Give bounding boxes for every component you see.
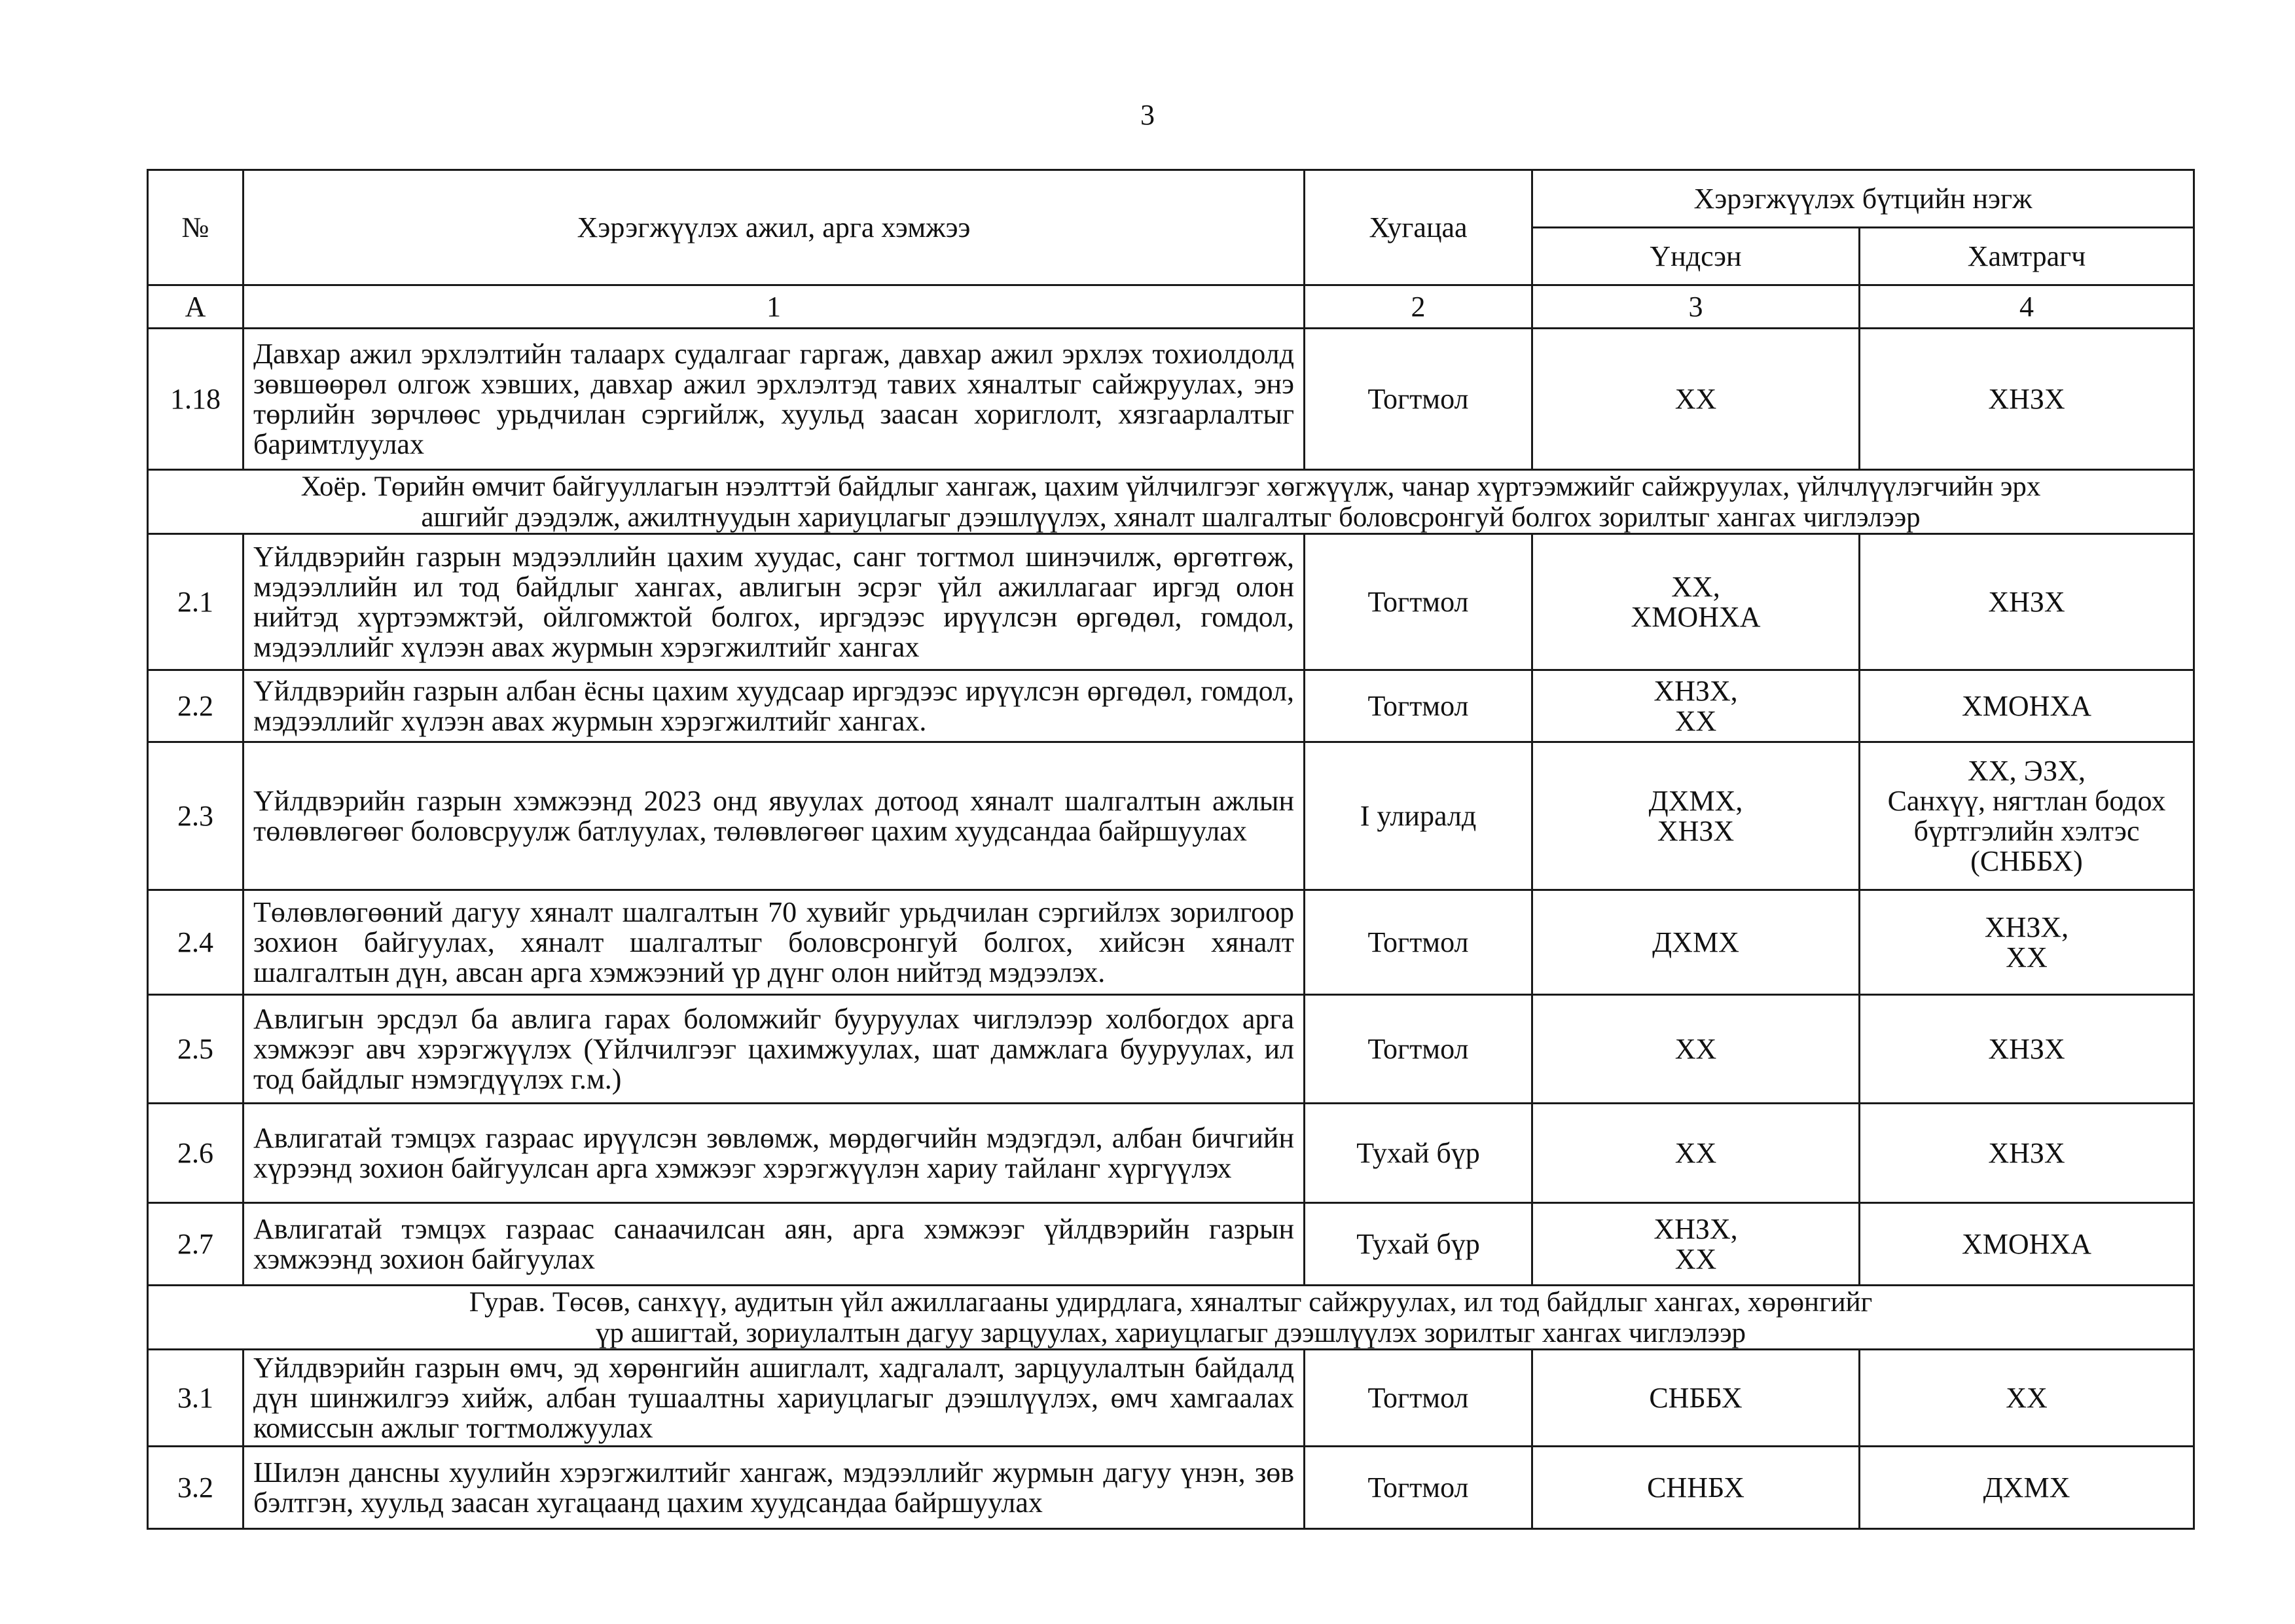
row-deadline: I улиралд [1305,742,1532,890]
row-deadline: Тогтмол [1305,1350,1532,1447]
table-header-row [148,170,2194,228]
row-deadline: Тогтмол [1305,1447,1532,1529]
row-number: 2.2 [148,670,244,742]
row-main-unit: ДХМХ, ХНЗХ [1532,742,1860,890]
section-two-rows [148,534,2194,1286]
row-partner-unit: ХХ [1860,1350,2194,1447]
row-action-text: Үйлдвэрийн газрын хэмжээнд 2023 онд явуулах дотоод хяналт шалгалтын ажлын төлөвлөгөөг боловсруулж батлуулах, төлөвлөгөөг цахим хуудсандаа байршуулах [244,742,1305,890]
table-row [148,1104,2194,1203]
row-action-text: Авлигатай тэмцэх газраас ирүүлсэн зөвлөмж, мөрдөгчийн мэдэгдэл, албан бичгийн хүрээнд зохион байгуулсан арга хэмжээг хэрэгжүүлэн хариу тайланг хүргүүлэх [244,1104,1305,1203]
row-deadline: Тогтмол [1305,890,1532,995]
table-row-1-18 [148,329,2194,470]
row-deadline: Тогтмол [1305,670,1532,742]
row-deadline: Тогтмол [1305,995,1532,1104]
table-row [148,1350,2194,1447]
page-number: 3 [1140,99,1155,131]
row-number: 2.1 [148,534,244,670]
row-partner-unit: ХНЗХ [1860,995,2194,1104]
index-cell: 1 [244,285,1305,329]
table-row [148,1203,2194,1286]
index-cell: 2 [1305,285,1532,329]
row-number: 2.7 [148,1203,244,1286]
row-main-unit: ХХ, ХМОНХА [1532,534,1860,670]
measures-table [147,169,2195,1530]
row-action-text: Үйлдвэрийн газрын албан ёсны цахим хуудсаар иргэдээс ирүүлсэн өргөдөл, гомдол, мэдээллийг хүлээн авах журмын хэрэгжилтийг хангах. [244,670,1305,742]
row-number: 3.2 [148,1447,244,1529]
header-main-unit: Үндсэн [1532,228,1860,285]
index-cell: 3 [1532,285,1860,329]
section-two-title: Хоёр. Төрийн өмчит байгууллагын нээлттэй байдлыг хангаж, цахим үйлчилгээг хөгжүүлж, чанар хүртээмжийг сайжруулах, үйлчлүүлэгчийн эрх ашгийг дээдэлж, ажилтнуудын хариуцлагыг дээшлүүлэх, хяналт шалгалтыг боловсронгуй болгох зорилтыг хангах чиглэлээр [148,470,2194,534]
row-partner-unit: ХНЗХ [1860,534,2194,670]
table-row [148,1447,2194,1529]
row-action-text: Үйлдвэрийн газрын мэдээллийн цахим хуудас, санг тогтмол шинэчилж, өргөтгөж, мэдээллийн ил тод байдлыг хангах, авлигын эсрэг үйл ажиллагааг иргэд олон нийтэд хүртээмжтэй, ойлгомжтой болгох, иргэдээс ирүүлсэн өргөдөл, гомдол, мэдээллийг хүлээн авах журмын хэрэгжилтийг хангах [244,534,1305,670]
section-two-heading [148,470,2194,534]
row-main-unit: ХНЗХ, ХХ [1532,1203,1860,1286]
column-index-row [148,285,2194,329]
index-cell: 4 [1860,285,2194,329]
header-partner-unit: Хамтрагч [1860,228,2194,285]
row-main-unit: ДХМХ [1532,890,1860,995]
table-row [148,742,2194,890]
row-deadline: Тогтмол [1305,534,1532,670]
row-partner-unit: ХНЗХ [1860,1104,2194,1203]
row-number: 2.3 [148,742,244,890]
row-action-text: Авлигын эрсдэл ба авлига гарах боломжийг бууруулах чиглэлээр холбогдох арга хэмжээг авч хэрэгжүүлэх (Үйлчилгээг цахимжуулах, шат дамжлага бууруулах, ил тод байдлыг нэмэгдүүлэх г.м.) [244,995,1305,1104]
row-number: 2.5 [148,995,244,1104]
table-row [148,890,2194,995]
row-number: 2.4 [148,890,244,995]
row-deadline: Тогтмол [1305,329,1532,470]
row-main-unit: СННБХ [1532,1447,1860,1529]
section-three-heading [148,1286,2194,1350]
section-three-title: Гурав. Төсөв, санхүү, аудитын үйл ажиллагааны удирдлага, хяналтыг сайжруулах, ил тод байдлыг хангах, хөрөнгийг үр ашигтай, зориулалтын дагуу зарцуулах, хариуцлагыг дээшлүүлэх зорилтыг хангах чиглэлээр [148,1286,2194,1350]
header-deadline: Хугацаа [1305,170,1532,285]
row-number: 3.1 [148,1350,244,1447]
row-partner-unit: ХМОНХА [1860,670,2194,742]
row-partner-unit: ХНЗХ, ХХ [1860,890,2194,995]
row-action-text: Авлигатай тэмцэх газраас санаачилсан аян, арга хэмжээг үйлдвэрийн газрын хэмжээнд зохион байгуулах [244,1203,1305,1286]
row-deadline: Тухай бүр [1305,1203,1532,1286]
row-main-unit: ХХ [1532,995,1860,1104]
table-row [148,995,2194,1104]
section-three-rows [148,1350,2194,1529]
row-main-unit: СНББХ [1532,1350,1860,1447]
row-partner-unit: ХХ, ЭЗХ, Санхүү, нягтлан бодох бүртгэлийн хэлтэс (СНББХ) [1860,742,2194,890]
row-partner-unit: ДХМХ [1860,1447,2194,1529]
header-action: Хэрэгжүүлэх ажил, арга хэмжээ [244,170,1305,285]
header-units: Хэрэгжүүлэх бүтцийн нэгж [1532,170,2194,228]
row-action-text: Төлөвлөгөөний дагуу хяналт шалгалтын 70 хувийг урьдчилан сэргийлэх зорилгоор зохион байгуулах, хяналт шалгалтыг боловсронгуй болгох, хийсэн хяналт шалгалтын дүн, авсан арга хэмжээний үр дүнг олон нийтэд мэдээлэх. [244,890,1305,995]
row-number: 2.6 [148,1104,244,1203]
row-main-unit: ХНЗХ, ХХ [1532,670,1860,742]
table-row [148,534,2194,670]
header-no: № [148,170,244,285]
row-number: 1.18 [148,329,244,470]
table-row [148,670,2194,742]
row-action-text: Үйлдвэрийн газрын өмч, эд хөрөнгийн ашиглалт, хадгалалт, зарцуулалтын байдалд дүн шинжилгээ хийж, албан тушаалтны хариуцлагыг дээшлүүлэх, өмч хамгаалах комиссын ажлыг тогтмолжуулах [244,1350,1305,1447]
row-action-text: Шилэн дансны хуулийн хэрэгжилтийг хангаж, мэдээллийг журмын дагуу үнэн, зөв бэлтгэн, хуульд заасан хугацаанд цахим хуудсандаа байршуулах [244,1447,1305,1529]
row-main-unit: ХХ [1532,1104,1860,1203]
index-cell: А [148,285,244,329]
row-main-unit: ХХ [1532,329,1860,470]
row-partner-unit: ХНЗХ [1860,329,2194,470]
row-deadline: Тухай бүр [1305,1104,1532,1203]
row-partner-unit: ХМОНХА [1860,1203,2194,1286]
row-action-text: Давхар ажил эрхлэлтийн талаарх судалгааг гаргаж, давхар ажил эрхлэх тохиолдолд зөвшөөрөл олгож хэвших, давхар ажил эрхлэлтэд тавих хяналтыг сайжруулах, энэ төрлийн зөрчлөөс урьдчилан сэргийлж, хуульд заасан хориглолт, хязгаарлалтыг баримтлуулах [244,329,1305,470]
